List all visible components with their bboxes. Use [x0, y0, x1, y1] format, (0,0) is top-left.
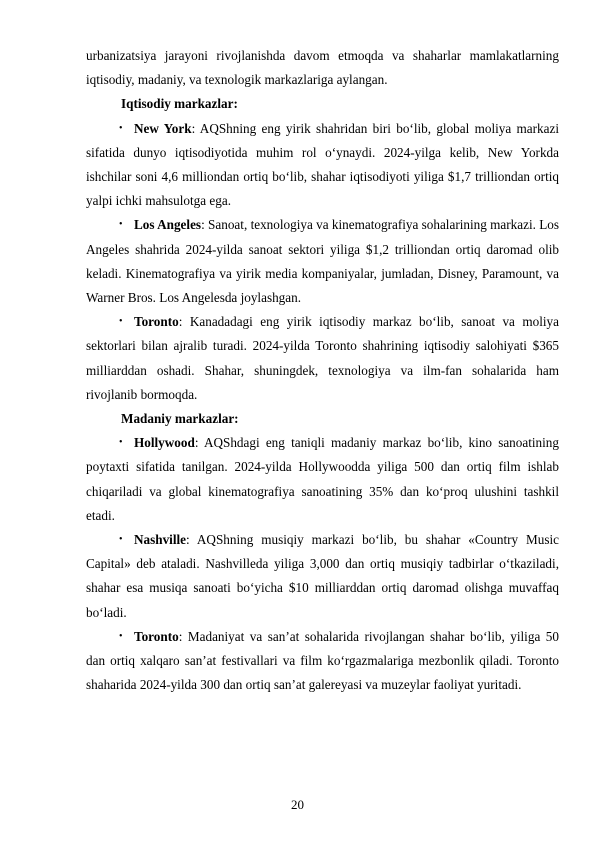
item-term: Los Angeles: [134, 217, 202, 233]
item-term: Nashville: [134, 532, 187, 548]
list-item-nashville: [86, 528, 559, 625]
bullet-icon: •: [119, 219, 123, 231]
bullet-icon: •: [119, 630, 123, 642]
list-item-los-angeles: [86, 213, 559, 310]
intro-paragraph: urbanizatsiya jarayoni rivojlanishda davom etmoqda va shaharlar mamlakatlarning iqtisodiy, madaniy, va texnologik markazlariga aylangan.: [86, 48, 559, 88]
cultural-centers-heading: Madaniy markazlar:: [121, 411, 239, 427]
bullet-icon: •: [119, 316, 123, 328]
item-term: Toronto: [134, 314, 179, 330]
document-page: [86, 44, 559, 697]
page-number: 20: [291, 797, 304, 812]
list-item-new-york: [86, 117, 559, 214]
list-item-hollywood: [86, 431, 559, 528]
item-text: : AQShdagi eng taniqli madaniy markaz bo‘lib, kino sanoatining poytaxti sifatida tanilgan. 2024-yilda Hollywoodda yiliga 500 dan ortiq film ishlab chiqariladi va global kinematografiya sanoatining 35% dan ko‘proq ulushini tashkil etadi.: [86, 435, 559, 523]
item-text: : AQShning eng yirik shahridan biri bo‘lib, global moliya markazi sifatida dunyo iqtisodiyotida muhim rol o‘ynaydi. 2024-yilga kelib, New Yorkda ishchilar soni 4,6 milliondan ortiq bo‘lib, shahar iqtisodiyoti yiliga $1,7 trilliondan ortiq yalpi ichki mahsulotga ega.: [86, 120, 559, 209]
bullet-icon: •: [119, 437, 123, 449]
item-term: Hollywood: [134, 435, 195, 451]
item-term: New York: [134, 120, 192, 136]
bullet-icon: •: [119, 534, 123, 546]
item-text: : Sanoat, texnologiya va kinematografiya sohalarining markazi. Los Angeles shahrida 2024-yilda sanoat sektori yiliga $1,2 trilliondan ortiq daromad olib keladi. Kinematografiya va yirik media kompaniyalar, jumladan, Disney, Paramount, va Warner Bros. Los Angelesda joylashgan.: [86, 217, 560, 306]
item-term: Toronto: [134, 628, 179, 644]
item-text: : AQShning musiqiy markazi bo‘lib, bu shahar «Country Music Capital» deb ataladi. Nashvilleda yiliga 3,000 dan ortiq musiqiy tadbirlar o‘tkaziladi, shahar esa musiqa sanoati bo‘yicha $10 milliarddan ortiq daromad olishga muvaffaq bo‘ladi.: [86, 532, 559, 620]
economic-centers-heading: Iqtisodiy markazlar:: [121, 96, 238, 112]
list-item-toronto-cultural: [86, 625, 559, 698]
item-text: : Madaniyat va san’at sohalarida rivojlangan shahar bo‘lib, yiliga 50 dan ortiq xalqaro san’at festivallari va film ko‘rgazmalariga mezbonlik qiladi. Toronto shaharida 2024-yilda 300 dan ortiq san’at galereyasi va muzeylar faoliyat yuritadi.: [86, 628, 559, 693]
list-item-toronto-economic: [86, 310, 559, 407]
bullet-icon: •: [119, 122, 123, 134]
item-text: : Kanadadagi eng yirik iqtisodiy markaz bo‘lib, sanoat va moliya sektorlari bilan ajralib turadi. 2024-yilda Toronto shahrining iqtisodiy salohiyati $365 milliarddan oshadi. Shahar, shuningdek, texnologiya va ilm-fan sohalarida ham rivojlanib bormoqda.: [86, 314, 559, 402]
